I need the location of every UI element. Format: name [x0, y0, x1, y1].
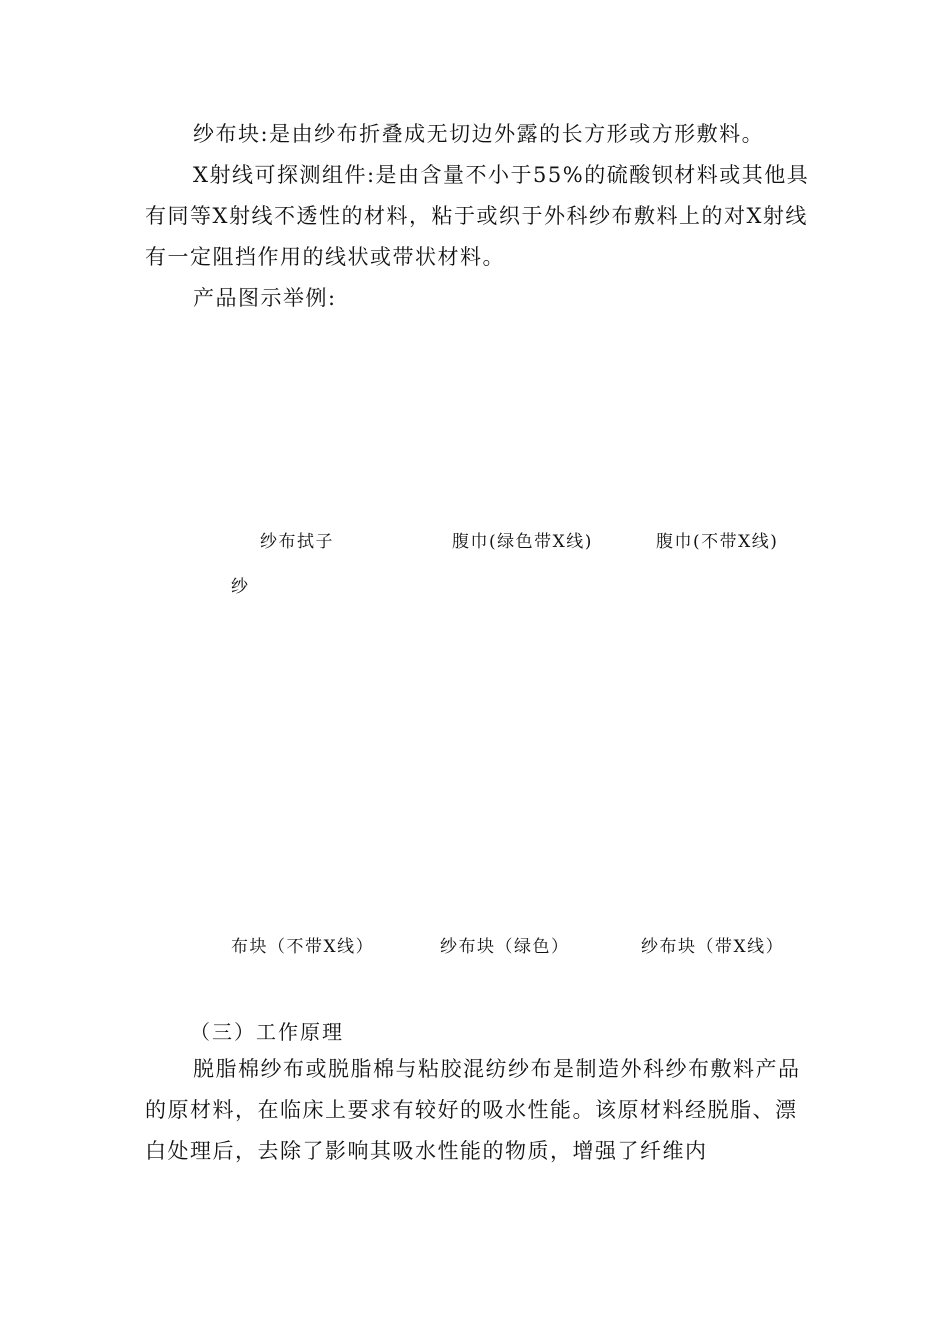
xray-component-definition: X射线可探测组件:是由含量不小于55%的硫酸钡材料或其他具有同等X射线不透性的材料，粘于或织于外科纱布敷料上的对X射线有一定阻挡作用的线状或带状材料。 [145, 163, 810, 269]
caption-abdominal-pad-green-xray: 腹巾(绿色带X线) [452, 532, 593, 552]
caption-gauze-block-xray: 纱布块（带X线） [641, 937, 785, 957]
working-principle-body: 脱脂棉纱布或脱脂棉与粘胶混纺纱布是制造外科纱布敷料产品的原材料，在临床上要求有较好的吸水性能。该原材料经脱脂、漂白处理后，去除了影响其吸水性能的物质，增强了纤维内 [145, 1057, 801, 1163]
caption-gauze-block-no-xray: 布块（不带X线） [231, 937, 375, 957]
caption-gauze-swab: 纱布拭子 [260, 532, 334, 552]
section-heading-working-principle: （三）工作原理 [190, 1020, 344, 1044]
caption-abdominal-pad-no-xray: 腹巾(不带X线) [656, 532, 779, 552]
caption-row2-start: 纱 [231, 577, 250, 597]
product-examples-intro: 产品图示举例: [193, 286, 337, 310]
gauze-block-definition: 纱布块:是由纱布折叠成无切边外露的长方形或方形敷料。 [193, 122, 765, 146]
caption-gauze-block-green: 纱布块（绿色） [440, 937, 570, 957]
